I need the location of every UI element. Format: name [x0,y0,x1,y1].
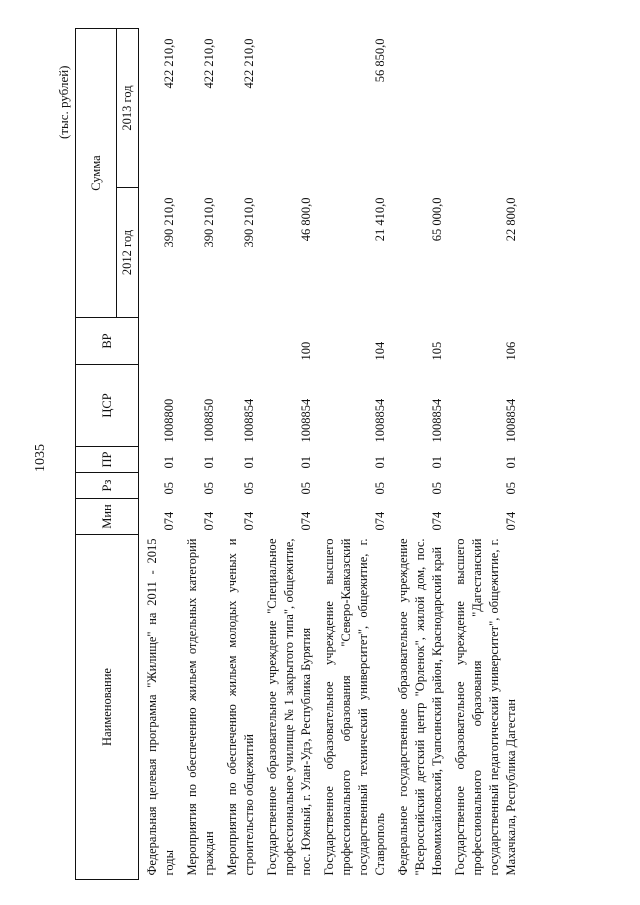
header-sum: Сумма [76,29,117,318]
row-vr: 104 [373,341,387,361]
row-rz: 05 [373,482,387,495]
row-sum-2013: 422 210,0 [162,38,176,89]
row-csr: 1008854 [504,398,518,443]
row-name: Государственное образовательное учреждение высшего профессионального образования "Северо-Кавказский государственный технический университет", общежитие, г. Ставрополь [322,538,387,876]
row-sum-2013: 56 850,0 [373,38,387,83]
table-body [139,29,522,880]
row-sum-2012: 46 800,0 [299,197,313,242]
row-rz: 05 [504,482,518,495]
row-csr: 1008800 [162,398,176,443]
row-name: Государственное образовательное учреждение "Специальное профессиональное училище № 1 закрытого типа", общежитие, пос. Южный, г. Улан-Удэ, Республика Бурятия [265,538,313,876]
table-row [259,29,316,880]
row-name: Федеральная целевая программа "Жилище" на 2011 - 2015 годы [145,538,176,876]
row-csr: 1008854 [373,398,387,443]
row-pr: 01 [202,456,216,469]
table-row [390,29,447,880]
table-row [219,29,259,880]
row-vr: 106 [504,341,518,361]
row-vr [139,318,180,365]
row-pr: 01 [242,456,256,469]
row-vr: 105 [430,341,444,361]
header-name: Наименование [76,535,139,880]
row-vr [219,318,259,365]
row-sum-2013 [259,29,316,188]
header-min: Мин [76,499,139,535]
page-number: 1035 [33,444,48,472]
row-rz: 05 [430,482,444,495]
row-csr: 1008850 [202,398,216,443]
header-csr: ЦСР [76,365,139,447]
row-rz: 05 [299,482,313,495]
row-rz: 05 [242,482,256,495]
row-sum-2012: 390 210,0 [162,197,176,248]
row-pr: 01 [299,456,313,469]
row-sum-2012: 22 800,0 [504,197,518,242]
row-name: Мероприятия по обеспечению жильем отдельных категорий граждан [185,538,216,876]
row-min: 074 [373,511,387,531]
table-row [447,29,521,880]
row-csr: 1008854 [430,398,444,443]
row-pr: 01 [373,456,387,469]
row-csr: 1008854 [299,398,313,443]
row-sum-2013: 422 210,0 [242,38,256,89]
budget-table [75,28,521,880]
table-row [139,29,180,880]
row-min: 074 [202,511,216,531]
row-min: 074 [504,511,518,531]
row-min: 074 [430,511,444,531]
row-sum-2013 [390,29,447,188]
table-row [316,29,390,880]
row-sum-2013: 422 210,0 [202,38,216,89]
row-name: Мероприятия по обеспечению жильем молодых ученых и строительство общежитий [225,538,256,876]
row-vr: 100 [299,341,313,361]
row-pr: 01 [430,456,444,469]
row-rz: 05 [162,482,176,495]
row-sum-2012: 390 210,0 [242,197,256,248]
row-name: Государственное образовательное учреждение высшего профессионального образования "Дагестанский государственный педагогический университет", общежитие, г. Махачкала, Республика Дагестан [453,538,518,876]
row-rz: 05 [202,482,216,495]
row-vr [179,318,219,365]
header-vr: ВР [76,318,139,365]
row-name: Федеральное государственное образовательное учреждение "Всероссийский детский центр "Орленок", жилой дом, пос. Новомихайловский, Туапсинский район, Краснодарский край [396,538,444,876]
row-pr: 01 [504,456,518,469]
units-label: (тыс. рублей) [56,65,71,139]
table-row [179,29,219,880]
row-sum-2013 [447,29,521,188]
header-2012: 2012 год [117,188,139,318]
row-min: 074 [162,511,176,531]
row-sum-2012: 21 410,0 [373,197,387,242]
row-min: 074 [242,511,256,531]
row-csr: 1008854 [242,398,256,443]
row-pr: 01 [162,456,176,469]
row-sum-2012: 390 210,0 [202,197,216,248]
header-rz: Рз [76,473,139,499]
header-2013: 2013 год [117,29,139,188]
row-min: 074 [299,511,313,531]
row-sum-2012: 65 000,0 [430,197,444,242]
header-pr: ПР [76,447,139,473]
